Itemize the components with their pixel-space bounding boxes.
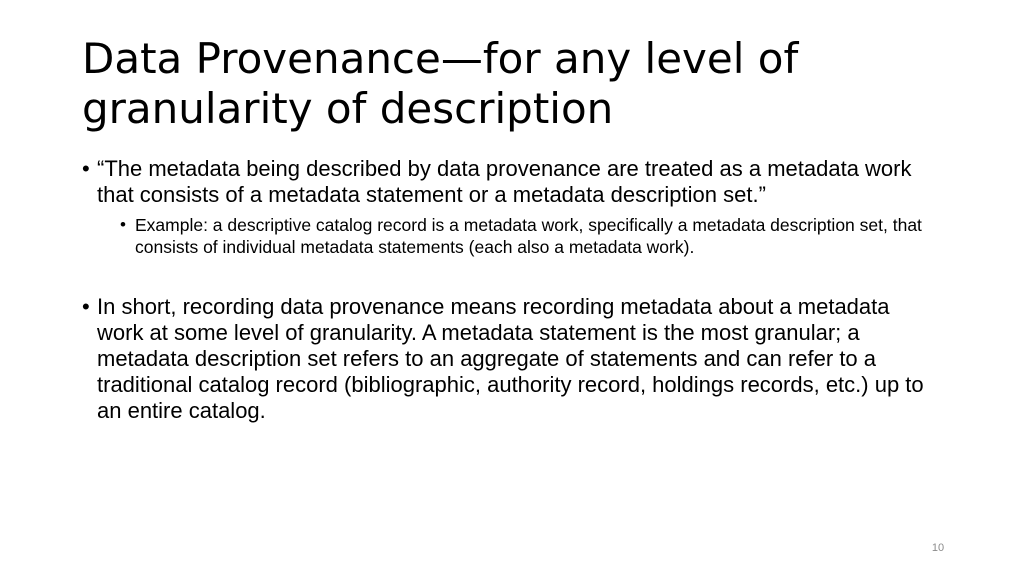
spacer [82, 258, 932, 294]
sub-bullet-1-text: Example: a descriptive catalog record is a metadata work, specifically a metadata description set, that consists of individual metadata statements (each also a metadata work). [135, 215, 922, 257]
slide-title-line-2: granularity of description [82, 84, 614, 133]
bullet-1 [82, 156, 932, 208]
bullet-2-text: In short, recording data provenance means recording metadata about a metadata work at some level of granularity. A metadata statement is the most granular; a metadata description set refers to an aggregate of statements and can refer to a traditional catalog record (bibliographic, authority record, holdings records, etc.) up to an entire catalog. [97, 294, 924, 423]
bullet-2 [82, 294, 932, 424]
sub-bullet-1 [120, 214, 932, 258]
bullet-1-text: “The metadata being described by data provenance are treated as a metadata work that consists of a metadata statement or a metadata description set.” [97, 156, 912, 207]
bullet-marker: • [82, 156, 90, 181]
page-number: 10 [931, 542, 945, 554]
bullet-marker: • [82, 294, 90, 319]
slide-body [82, 156, 932, 424]
sub-bullet-marker: • [120, 215, 126, 234]
slide-title [82, 34, 982, 134]
slide-title-line-1: Data Provenance—for any level of [82, 34, 799, 83]
